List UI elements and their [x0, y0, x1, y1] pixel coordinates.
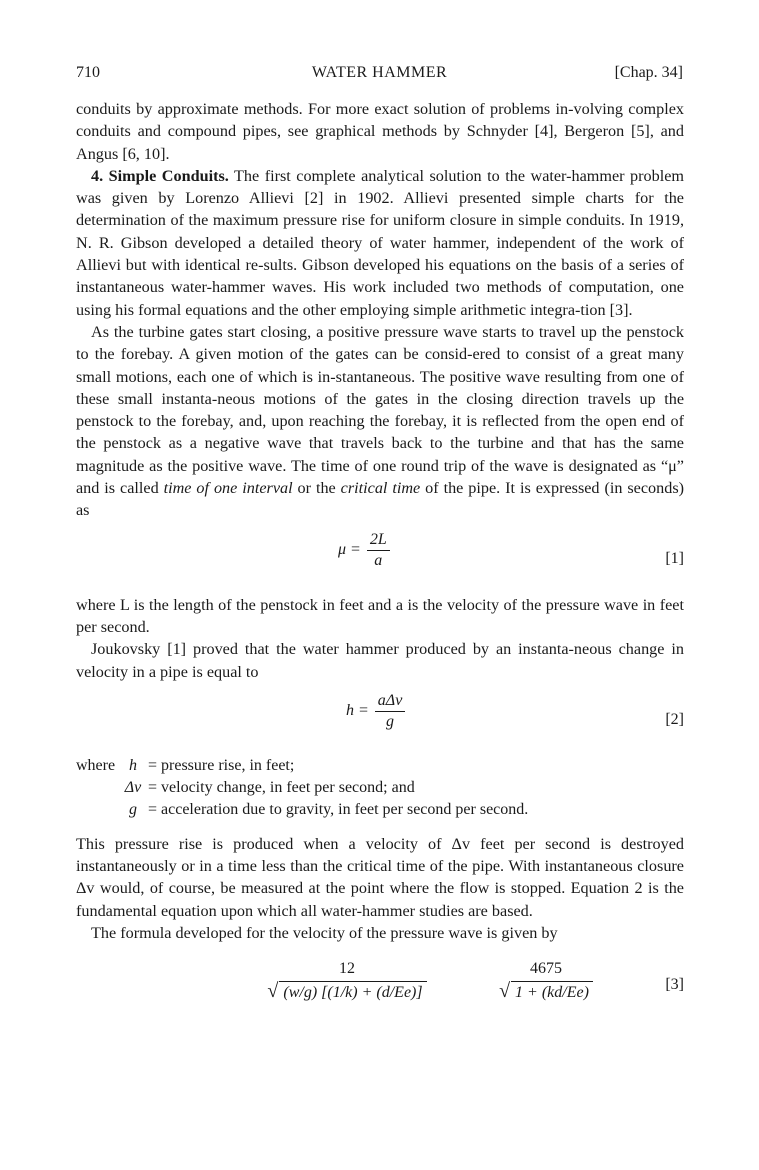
equation-1-numerator: 2L: [367, 530, 390, 551]
definitions-list: [76, 755, 684, 821]
equation-3: [76, 958, 684, 1028]
paragraph-2-text: The first complete analytical solution to the water-hammer problem was given by Lorenzo Allievi [2] in 1902. Allievi presented simple charts for the determination of the maximum pressure rise for uniform closure in simple conduits. In 1919, N. R. Gibson developed a detailed theory of water hammer, independent of the work of Allievi but with identical re-sults. Gibson developed his equations on the basis of a series of instantaneous water-hammer waves. His work included two methods of computation, one using his formal equations and the other employing simple arithmetic integra-tion [3].: [76, 166, 684, 319]
paragraph-1: conduits by approximate methods. For more exact solution of problems in-volving complex conduits and compound pipes, see graphical methods by Schnyder [4], Bergeron [5], and Angus [6, 10].: [76, 100, 684, 163]
equation-3-fraction-1: [242, 958, 452, 1004]
equation-1-lhs: μ =: [338, 540, 361, 558]
equation-2: [76, 691, 684, 745]
chapter-label: [Chap. 34]: [614, 64, 683, 81]
radical-sign: √: [267, 980, 279, 1003]
paragraph-7: The formula developed for the velocity of the pressure wave is given by: [91, 924, 558, 943]
equation-3-f2-numerator: 4675: [530, 960, 562, 978]
equation-2-numerator: aΔv: [375, 691, 406, 712]
equation-1: [76, 530, 684, 584]
equation-1-fraction: [367, 530, 390, 571]
paragraph-3: [76, 321, 684, 522]
definition-row: [76, 799, 684, 821]
equation-3-f1-numerator: 12: [339, 960, 355, 978]
definition-symbol: Δv: [124, 778, 142, 796]
definition-text: = acceleration due to gravity, in feet per second per second.: [148, 800, 529, 818]
paragraph-3-text-a: As the turbine gates start closing, a positive pressure wave starts to travel up the penstock to the forebay. A given motion of the gates can be consid-ered to consist of a great many small motions, each one of which is in-stantaneous. The positive wave resulting from one of these small instanta-neous motions of the gates in the closing direction travels up the penstock to the forebay, and, upon reaching the forebay, it is reflected from the open end of the penstock as a negative wave that travels back to the turbine and that has the same magnitude as the positive wave. The time of one round trip of the wave is designated as “μ” and is called: [76, 322, 684, 498]
equation-2-number: [2]: [665, 710, 684, 728]
equation-3-f2-denominator: 1 + (kd/Ee): [511, 981, 593, 1004]
definition-row: [76, 755, 684, 777]
definition-lead: where: [76, 756, 116, 774]
body-text: [76, 98, 684, 1028]
paragraph-simple-conduits: [76, 165, 684, 321]
definition-symbol: h: [129, 756, 137, 774]
running-header: [76, 64, 683, 86]
definition-text: = velocity change, in feet per second; and: [148, 778, 415, 796]
definition-lead: [76, 799, 118, 821]
running-title: WATER HAMMER: [311, 64, 448, 81]
equation-3-number: [3]: [665, 976, 684, 994]
paragraph-3-text-b: or the: [292, 479, 341, 498]
radical-sign: √: [499, 980, 511, 1003]
equation-2-fraction: [375, 691, 406, 732]
equation-2-denominator: g: [386, 712, 395, 730]
definition-text: = pressure rise, in feet;: [148, 756, 295, 774]
definition-lead: [76, 777, 118, 799]
term-critical-time: critical time: [340, 479, 421, 498]
definition-symbol: g: [129, 800, 137, 818]
equation-3-f1-denominator: (w/g) [(1/k) + (d/Ee)]: [279, 981, 426, 1004]
equation-1-denominator: a: [374, 551, 383, 569]
definition-row: [76, 777, 684, 799]
paragraph-5: Joukovsky [1] proved that the water hammer produced by an instanta-neous change in velocity in a pipe is equal to: [76, 640, 684, 681]
equation-2-lhs: h =: [346, 702, 369, 720]
page-number: 710: [76, 64, 100, 81]
paragraph-4: where L is the length of the penstock in feet and a is the velocity of the pressure wave in feet per second.: [76, 595, 684, 636]
paragraph-6: This pressure rise is produced when a velocity of Δv feet per second is destroyed instantaneously or in a time less than the critical time of the pipe. With instantaneous closure Δv would, of course, be measured at the point where the flow is stopped. Equation 2 is the fundamental equation upon which all water-hammer studies are based.: [76, 834, 684, 920]
term-time-of-one-interval: time of one interval: [163, 479, 293, 498]
paragraph-3-text-c: of the pipe. It is expressed (in seconds) as: [76, 479, 685, 520]
equation-3-fraction-2: [476, 958, 616, 1004]
section-heading: 4. Simple Conduits.: [91, 166, 229, 185]
equation-1-number: [1]: [665, 549, 684, 567]
